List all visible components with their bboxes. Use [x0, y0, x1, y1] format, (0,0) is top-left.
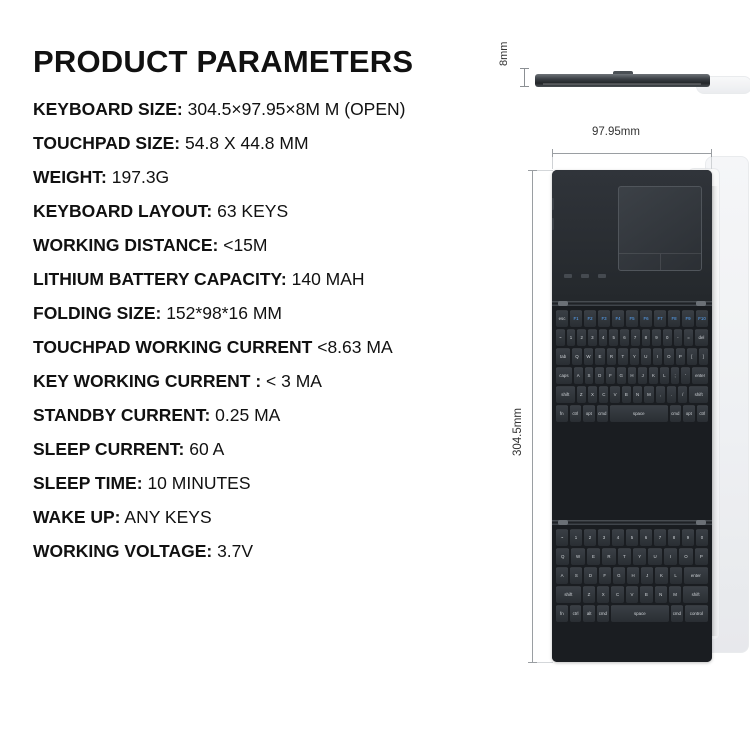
- key[interactable]: E: [595, 348, 604, 365]
- key[interactable]: T: [618, 348, 627, 365]
- side-view-body: [535, 74, 710, 87]
- dimension-line: [532, 170, 533, 662]
- key[interactable]: O: [664, 348, 673, 365]
- spec-value: 3.7V: [217, 540, 254, 561]
- dimension-tick-top: [528, 170, 537, 171]
- key[interactable]: F3: [598, 310, 610, 327]
- key[interactable]: 1: [567, 329, 576, 346]
- key[interactable]: C: [611, 586, 623, 603]
- dimension-line: [552, 153, 712, 154]
- key[interactable]: L: [670, 567, 682, 584]
- key[interactable]: J: [641, 567, 653, 584]
- key[interactable]: 4: [599, 329, 608, 346]
- key[interactable]: Z: [583, 586, 595, 603]
- spec-row-keyboard-layout: [33, 200, 523, 221]
- spec-label: SLEEP TIME:: [33, 472, 143, 493]
- key[interactable]: -: [674, 329, 683, 346]
- key[interactable]: fn: [556, 405, 568, 422]
- spec-label: FOLDING SIZE:: [33, 302, 162, 323]
- key[interactable]: 5: [626, 529, 638, 546]
- key-row: [556, 405, 708, 422]
- key[interactable]: Y: [630, 348, 639, 365]
- spec-label: WORKING VOLTAGE:: [33, 540, 213, 561]
- key[interactable]: M: [644, 386, 653, 403]
- key[interactable]: 0: [696, 529, 708, 546]
- key[interactable]: A: [556, 567, 568, 584]
- key[interactable]: enter: [692, 367, 708, 384]
- key[interactable]: ]: [699, 348, 708, 365]
- spec-value: <8.63 MA: [317, 336, 393, 357]
- key[interactable]: L: [660, 367, 669, 384]
- dimension-width: [550, 126, 725, 170]
- key-row: [556, 348, 708, 365]
- dimension-height: [508, 166, 546, 671]
- key[interactable]: F4: [612, 310, 624, 327]
- side-port-icon: [552, 198, 554, 210]
- touchpad-button-split: [660, 254, 661, 270]
- key[interactable]: K: [655, 567, 667, 584]
- key[interactable]: [: [687, 348, 696, 365]
- key[interactable]: 7: [631, 329, 640, 346]
- touchpad[interactable]: [618, 186, 702, 271]
- key-row: [556, 605, 708, 622]
- key[interactable]: U: [648, 548, 661, 565]
- key[interactable]: 0: [663, 329, 672, 346]
- key[interactable]: tab: [556, 348, 570, 365]
- spec-row-touchpad-working-current: [33, 336, 523, 357]
- key[interactable]: X: [597, 586, 609, 603]
- spec-label: STANDBY CURRENT:: [33, 404, 211, 425]
- key[interactable]: F: [599, 567, 611, 584]
- key-space[interactable]: space: [610, 405, 668, 422]
- key[interactable]: F10: [696, 310, 708, 327]
- page-title: PRODUCT PARAMETERS: [33, 44, 414, 79]
- key[interactable]: B: [640, 586, 652, 603]
- key-block-upper: [552, 306, 712, 520]
- foldable-keyboard: [552, 170, 712, 662]
- key[interactable]: T: [618, 548, 631, 565]
- spec-label: KEY WORKING CURRENT :: [33, 370, 262, 391]
- key[interactable]: opt: [683, 405, 695, 422]
- key[interactable]: G: [613, 567, 625, 584]
- key[interactable]: 2: [577, 329, 586, 346]
- spec-label: TOUCHPAD SIZE:: [33, 132, 181, 153]
- key[interactable]: Q: [556, 548, 569, 565]
- spec-value: <15M: [223, 234, 268, 255]
- key-row: [556, 310, 708, 327]
- key[interactable]: S: [585, 367, 594, 384]
- dimension-width-label: 97.95mm: [592, 126, 640, 138]
- touchpad-section: [552, 170, 712, 302]
- dimension-tick-bottom: [520, 86, 529, 87]
- key[interactable]: I: [653, 348, 662, 365]
- key[interactable]: M: [669, 586, 681, 603]
- key[interactable]: F5: [626, 310, 638, 327]
- key[interactable]: R: [607, 348, 616, 365]
- key[interactable]: N: [655, 586, 667, 603]
- key[interactable]: U: [641, 348, 650, 365]
- dimension-line: [524, 68, 525, 86]
- key-row: [556, 367, 708, 384]
- key[interactable]: ~: [556, 529, 568, 546]
- key[interactable]: V: [626, 586, 638, 603]
- key[interactable]: cmd: [597, 605, 609, 622]
- key[interactable]: R: [602, 548, 615, 565]
- spec-label: TOUCHPAD WORKING CURRENT: [33, 336, 313, 357]
- led-indicator-icon: [581, 274, 589, 278]
- spec-value: ANY KEYS: [124, 506, 212, 527]
- side-port-icon: [552, 218, 554, 230]
- led-indicator-icon: [598, 274, 606, 278]
- key[interactable]: H: [627, 567, 639, 584]
- led-indicator-icon: [564, 274, 572, 278]
- key[interactable]: 8: [668, 529, 680, 546]
- dimension-tick-bottom: [528, 662, 537, 663]
- key[interactable]: ,: [656, 386, 665, 403]
- key[interactable]: shift: [683, 586, 708, 603]
- key[interactable]: J: [638, 367, 647, 384]
- spec-label: SLEEP CURRENT:: [33, 438, 185, 459]
- dimension-height-label: 304.5mm: [512, 408, 524, 456]
- spec-row-sleep-current: [33, 438, 523, 459]
- device-edge-shadow: [712, 186, 718, 636]
- key[interactable]: N: [633, 386, 642, 403]
- spec-value: 197.3G: [111, 166, 170, 187]
- spec-row-battery-capacity: [33, 268, 523, 289]
- key[interactable]: B: [622, 386, 631, 403]
- key[interactable]: F9: [682, 310, 694, 327]
- key-block-lower: [552, 525, 712, 662]
- key[interactable]: D: [584, 567, 596, 584]
- key[interactable]: opt: [583, 405, 595, 422]
- key-row: [556, 386, 708, 403]
- key[interactable]: F8: [668, 310, 680, 327]
- key[interactable]: G: [617, 367, 626, 384]
- key[interactable]: ': [681, 367, 690, 384]
- key[interactable]: F: [606, 367, 615, 384]
- key[interactable]: shift: [689, 386, 708, 403]
- key[interactable]: esc: [556, 310, 568, 327]
- key[interactable]: shift: [556, 386, 575, 403]
- key[interactable]: alt: [583, 605, 595, 622]
- key[interactable]: F7: [654, 310, 666, 327]
- spec-value: 60 A: [189, 438, 225, 459]
- spec-label: KEYBOARD LAYOUT:: [33, 200, 213, 221]
- key[interactable]: control: [685, 605, 708, 622]
- key[interactable]: ctrl: [570, 405, 582, 422]
- key-row: [556, 329, 708, 346]
- key[interactable]: 9: [682, 529, 694, 546]
- key[interactable]: H: [628, 367, 637, 384]
- key[interactable]: 4: [612, 529, 624, 546]
- key[interactable]: C: [599, 386, 608, 403]
- key[interactable]: cmd: [670, 405, 682, 422]
- key[interactable]: X: [588, 386, 597, 403]
- spec-row-folding-size: [33, 302, 523, 323]
- spec-value: 152*98*16 MM: [166, 302, 282, 323]
- spec-row-wake-up: [33, 506, 523, 527]
- spec-value: < 3 MA: [266, 370, 322, 391]
- key[interactable]: F1: [570, 310, 582, 327]
- key[interactable]: 8: [642, 329, 651, 346]
- spec-value: 54.8 X 44.8 MM: [185, 132, 309, 153]
- key[interactable]: P: [695, 548, 708, 565]
- spec-label: WAKE UP:: [33, 506, 121, 527]
- key[interactable]: 2: [584, 529, 596, 546]
- key[interactable]: ~: [556, 329, 565, 346]
- key-row: [556, 529, 708, 546]
- key[interactable]: 7: [654, 529, 666, 546]
- key[interactable]: S: [570, 567, 582, 584]
- dimension-extension-top: [537, 170, 553, 171]
- key[interactable]: 5: [609, 329, 618, 346]
- key[interactable]: 3: [588, 329, 597, 346]
- key[interactable]: ctrl: [570, 605, 582, 622]
- spec-row-sleep-time: [33, 472, 523, 493]
- spec-row-touchpad-size: [33, 132, 523, 153]
- side-view-seam: [543, 83, 701, 85]
- spec-value: 10 MINUTES: [147, 472, 251, 493]
- key[interactable]: fn: [556, 605, 568, 622]
- key[interactable]: W: [571, 548, 584, 565]
- key[interactable]: K: [649, 367, 658, 384]
- spec-row-working-voltage: [33, 540, 523, 561]
- key[interactable]: cmd: [597, 405, 609, 422]
- key[interactable]: cmd: [671, 605, 683, 622]
- status-led-row: [564, 274, 634, 282]
- key[interactable]: 6: [620, 329, 629, 346]
- key[interactable]: /: [678, 386, 687, 403]
- key[interactable]: W: [584, 348, 593, 365]
- spec-label: WORKING DISTANCE:: [33, 234, 219, 255]
- spec-value: 304.5×97.95×8M M (OPEN): [187, 98, 406, 119]
- key[interactable]: Q: [572, 348, 581, 365]
- key[interactable]: 6: [640, 529, 652, 546]
- key-row: [556, 567, 708, 584]
- specification-panel: [33, 46, 523, 577]
- spec-label: KEYBOARD SIZE:: [33, 98, 183, 119]
- key[interactable]: caps: [556, 367, 572, 384]
- key[interactable]: O: [679, 548, 692, 565]
- key[interactable]: shift: [556, 586, 581, 603]
- key[interactable]: .: [667, 386, 676, 403]
- key[interactable]: 1: [570, 529, 582, 546]
- key[interactable]: del: [695, 329, 708, 346]
- key[interactable]: A: [574, 367, 583, 384]
- dimension-extension-right: [711, 157, 712, 169]
- spec-row-keyboard-size: [33, 98, 523, 119]
- key[interactable]: Z: [577, 386, 586, 403]
- key[interactable]: =: [684, 329, 693, 346]
- key[interactable]: P: [676, 348, 685, 365]
- key[interactable]: F2: [584, 310, 596, 327]
- key[interactable]: F6: [640, 310, 652, 327]
- dimension-extension-bottom: [537, 662, 553, 663]
- key[interactable]: V: [610, 386, 619, 403]
- key[interactable]: D: [595, 367, 604, 384]
- dimension-thickness: [498, 41, 536, 102]
- spec-row-standby-current: [33, 404, 523, 425]
- key[interactable]: ;: [671, 367, 680, 384]
- spec-label: WEIGHT:: [33, 166, 107, 187]
- dimension-thickness-label: 8mm: [498, 41, 510, 66]
- key[interactable]: ctrl: [697, 405, 709, 422]
- key[interactable]: E: [587, 548, 600, 565]
- key[interactable]: enter: [684, 567, 708, 584]
- key[interactable]: 9: [652, 329, 661, 346]
- spec-value: 140 MAH: [291, 268, 365, 289]
- spec-row-weight: [33, 166, 523, 187]
- spec-row-working-distance: [33, 234, 523, 255]
- key[interactable]: 3: [598, 529, 610, 546]
- key[interactable]: I: [664, 548, 677, 565]
- key[interactable]: Y: [633, 548, 646, 565]
- spec-label: LITHIUM BATTERY CAPACITY:: [33, 268, 287, 289]
- product-image-area: [500, 36, 750, 716]
- key-row: [556, 548, 708, 565]
- dimension-tick-top: [520, 68, 529, 69]
- spec-value: 0.25 MA: [215, 404, 281, 425]
- spec-value: 63 KEYS: [217, 200, 289, 221]
- key-row: [556, 586, 708, 603]
- key-space[interactable]: space: [611, 605, 669, 622]
- dimension-extension-left: [552, 157, 553, 169]
- keyboard-side-view: [535, 70, 710, 92]
- spec-row-key-working-current: [33, 370, 523, 391]
